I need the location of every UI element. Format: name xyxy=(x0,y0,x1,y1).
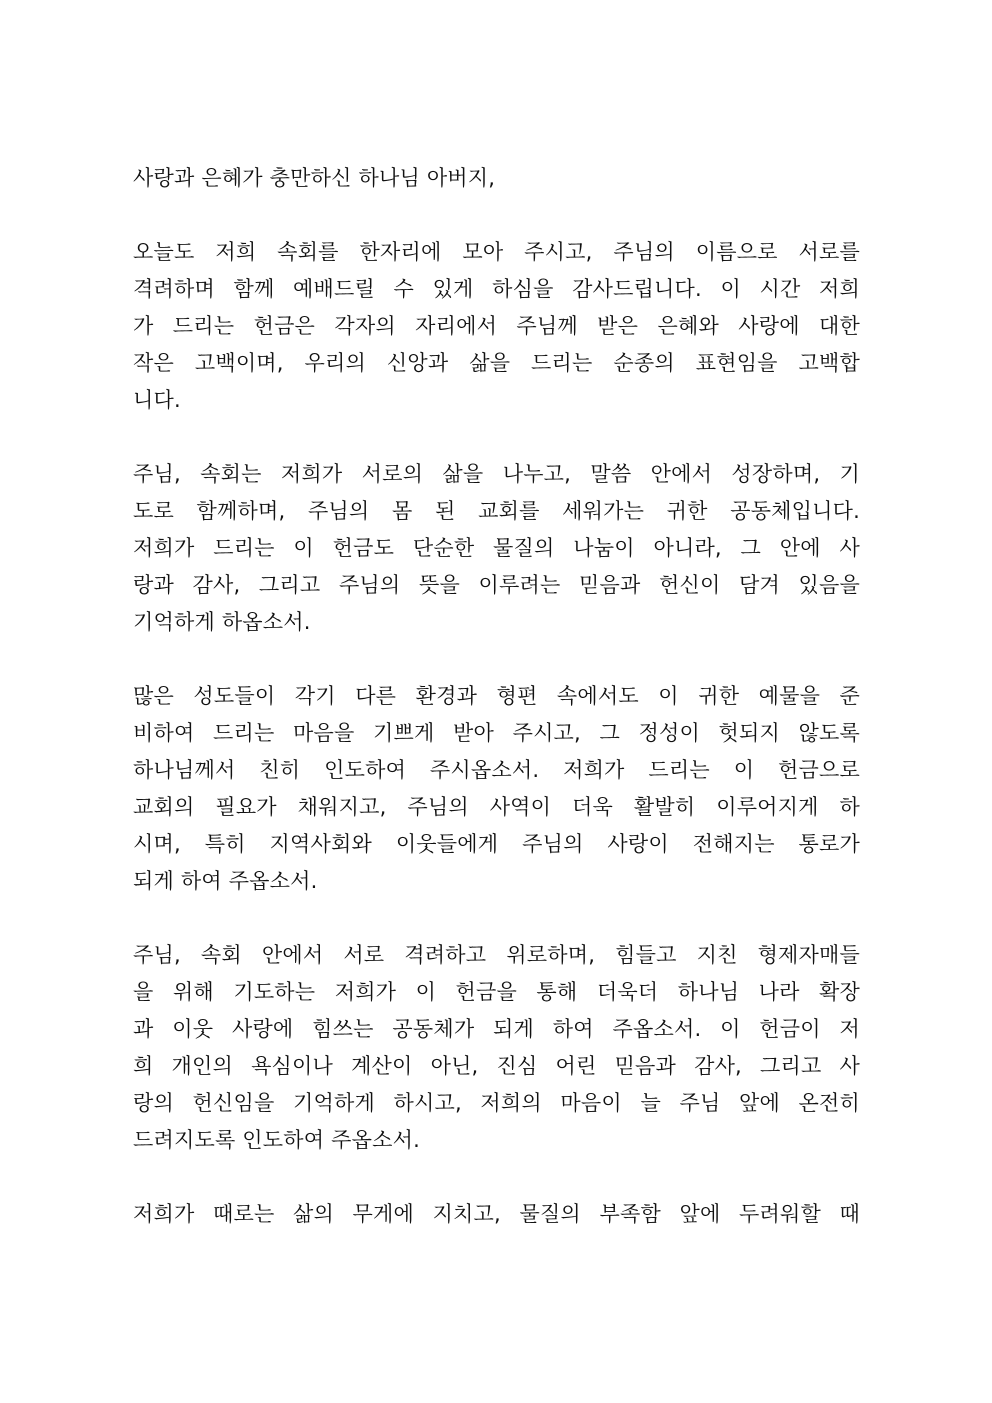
text-line: 드려지도록 인도하여 주옵소서. xyxy=(133,1128,420,1152)
text-line: 주님, 속회 안에서 서로 격려하고 위로하며, 힘들고 지친 형제자매들 xyxy=(133,943,860,967)
text-line: 도로 함께하며, 주님의 몸 된 교회를 세워가는 귀한 공동체입니다. xyxy=(133,499,860,523)
text-line: 주님, 속회는 저희가 서로의 삶을 나누고, 말씀 안에서 성장하며, 기 xyxy=(133,462,860,486)
text-line: 하나님께서 친히 인도하여 주시옵소서. 저희가 드리는 이 헌금으로 xyxy=(133,758,860,782)
paragraph-community xyxy=(133,456,860,641)
text-line: 랑의 헌신임을 기억하게 하시고, 저희의 마음이 늘 주님 앞에 온전히 xyxy=(133,1091,860,1115)
paragraph-continuation xyxy=(133,1196,860,1233)
text-line: 되게 하여 주옵소서. xyxy=(133,869,318,893)
paragraph-thanksgiving xyxy=(133,234,860,419)
text-line: 비하여 드리는 마음을 기쁘게 받아 주시고, 그 정성이 헛되지 않도록 xyxy=(133,721,860,745)
text-line: 오늘도 저희 속회를 한자리에 모아 주시고, 주님의 이름으로 서로를 xyxy=(133,240,860,264)
text-line: 가 드리는 헌금은 각자의 자리에서 주님께 받은 은혜와 사랑에 대한 xyxy=(133,314,860,338)
text-line: 과 이웃 사랑에 힘쓰는 공동체가 되게 하여 주옵소서. 이 헌금이 저 xyxy=(133,1017,860,1041)
text-line: 많은 성도들이 각기 다른 환경과 형편 속에서도 이 귀한 예물을 준 xyxy=(133,684,860,708)
greeting-paragraph xyxy=(133,160,860,197)
paragraph-encouragement xyxy=(133,937,860,1159)
text-line: 교회의 필요가 채워지고, 주님의 사역이 더욱 활발히 이루어지게 하 xyxy=(133,795,860,819)
text-line: 시며, 특히 지역사회와 이웃들에게 주님의 사랑이 전해지는 통로가 xyxy=(133,832,860,856)
paragraph-offering xyxy=(133,678,860,900)
text-line: 격려하며 함께 예배드릴 수 있게 하심을 감사드립니다. 이 시간 저희 xyxy=(133,277,860,301)
greeting-line: 사랑과 은혜가 충만하신 하나님 아버지, xyxy=(133,166,496,190)
text-line: 저희가 드리는 이 헌금도 단순한 물질의 나눔이 아니라, 그 안에 사 xyxy=(133,536,860,560)
text-line: 작은 고백이며, 우리의 신앙과 삶을 드리는 순종의 표현임을 고백합 xyxy=(133,351,860,375)
text-line: 기억하게 하옵소서. xyxy=(133,610,311,634)
text-line: 을 위해 기도하는 저희가 이 헌금을 통해 더욱더 하나님 나라 확장 xyxy=(133,980,860,1004)
text-line: 희 개인의 욕심이나 계산이 아닌, 진심 어린 믿음과 감사, 그리고 사 xyxy=(133,1054,860,1078)
text-line: 저희가 때로는 삶의 무게에 지치고, 물질의 부족함 앞에 두려워할 때 xyxy=(133,1202,860,1226)
document-body xyxy=(133,160,860,1270)
text-line: 니다. xyxy=(133,388,181,412)
text-line: 랑과 감사, 그리고 주님의 뜻을 이루려는 믿음과 헌신이 담겨 있음을 xyxy=(133,573,860,597)
